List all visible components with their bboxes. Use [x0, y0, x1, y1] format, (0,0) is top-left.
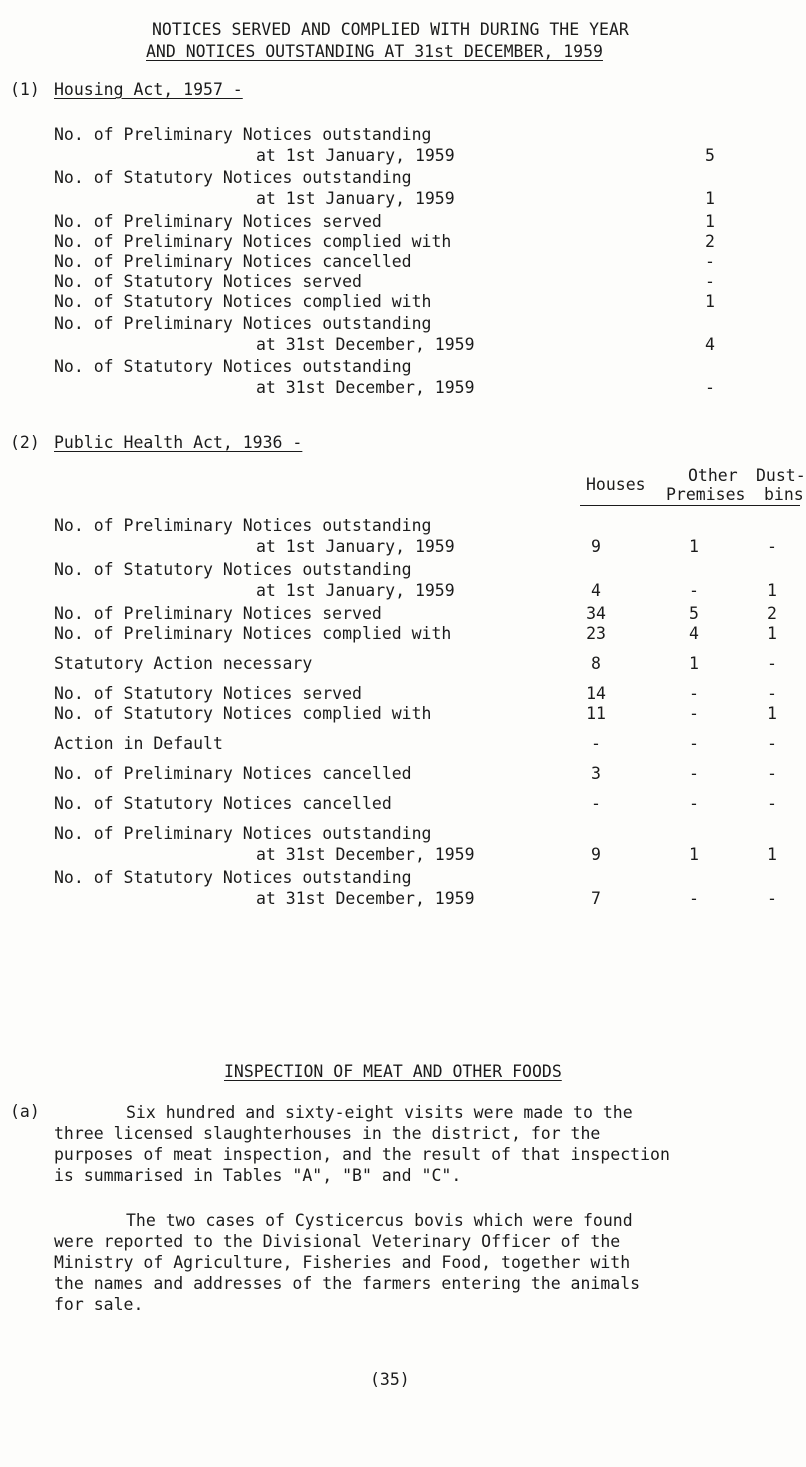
housing-row-label-cont: at 31st December, 1959 [256, 378, 475, 397]
housing-row-label: No. of Preliminary Notices outstanding [54, 125, 432, 144]
ph-row-label: Action in Default [54, 734, 223, 753]
ph-value-other-premises: - [689, 684, 699, 703]
para-b-line: The two cases of Cysticercus bovis which were found [126, 1211, 633, 1230]
ph-value-houses: 34 [586, 604, 606, 623]
para-b-line: Ministry of Agriculture, Fisheries and Food, together with [54, 1253, 631, 1272]
ph-row-label: Statutory Action necessary [54, 654, 313, 673]
ph-value-other-premises: 1 [689, 537, 699, 556]
para-b-line: the names and addresses of the farmers entering the animals [54, 1274, 641, 1293]
para-a-line: is summarised in Tables "A", "B" and "C". [54, 1166, 462, 1185]
ph-value-other-premises: - [689, 889, 699, 908]
housing-row-value: - [705, 378, 715, 397]
col-header-underline [580, 505, 800, 506]
para-a-line: Six hundred and sixty-eight visits were made to the [126, 1103, 633, 1122]
ph-row-label-cont: at 1st January, 1959 [256, 537, 455, 556]
ph-row-label-cont: at 31st December, 1959 [256, 845, 475, 864]
housing-row-label: No. of Preliminary Notices complied with [54, 232, 452, 251]
col-header-bins: bins [764, 485, 804, 504]
ph-value-dustbins: - [767, 734, 777, 753]
ph-row-label: No. of Statutory Notices outstanding [54, 560, 412, 579]
ph-value-other-premises: - [689, 704, 699, 723]
ph-value-dustbins: - [767, 764, 777, 783]
ph-value-other-premises: - [689, 734, 699, 753]
ph-value-houses: 7 [591, 889, 601, 908]
housing-row-label: No. of Preliminary Notices outstanding [54, 314, 432, 333]
page-number: (35) [370, 1370, 410, 1389]
ph-value-houses: 14 [586, 684, 606, 703]
ph-row-label-cont: at 1st January, 1959 [256, 581, 455, 600]
ph-row-label: No. of Preliminary Notices served [54, 604, 382, 623]
ph-row-label-cont: at 31st December, 1959 [256, 889, 475, 908]
col-header-premises: Premises [666, 485, 746, 504]
housing-row-label: No. of Preliminary Notices served [54, 212, 382, 231]
ph-value-dustbins: - [767, 654, 777, 673]
col-header-other: Other [688, 466, 738, 485]
ph-value-dustbins: 1 [767, 581, 777, 600]
housing-row-value: - [705, 272, 715, 291]
ph-value-other-premises: - [689, 794, 699, 813]
ph-value-other-premises: 1 [689, 654, 699, 673]
housing-row-label: No. of Statutory Notices complied with [54, 292, 432, 311]
housing-row-label-cont: at 1st January, 1959 [256, 146, 455, 165]
housing-row-value: 2 [705, 232, 715, 251]
ph-row-label: No. of Statutory Notices served [54, 684, 362, 703]
housing-row-label: No. of Statutory Notices served [54, 272, 362, 291]
para-b-line: were reported to the Divisional Veterinary Officer of the [54, 1232, 621, 1251]
para-b-line: for sale. [54, 1295, 144, 1314]
ph-value-houses: 9 [591, 845, 601, 864]
housing-row-label: No. of Statutory Notices outstanding [54, 168, 412, 187]
ph-value-other-premises: 5 [689, 604, 699, 623]
ph-row-label: No. of Preliminary Notices cancelled [54, 764, 412, 783]
ph-value-dustbins: - [767, 684, 777, 703]
housing-row-value: 1 [705, 212, 715, 231]
ph-value-houses: 11 [586, 704, 606, 723]
ph-value-dustbins: - [767, 889, 777, 908]
ph-row-label: No. of Statutory Notices complied with [54, 704, 432, 723]
ph-row-label: No. of Statutory Notices cancelled [54, 794, 392, 813]
housing-row-label-cont: at 1st January, 1959 [256, 189, 455, 208]
title-line-2: AND NOTICES OUTSTANDING AT 31st DECEMBER, 1959 [146, 42, 603, 61]
ph-value-dustbins: - [767, 537, 777, 556]
housing-row-value: 1 [705, 189, 715, 208]
section-2-heading: Public Health Act, 1936 - [54, 433, 303, 452]
para-a-line: purposes of meat inspection, and the result of that inspection [54, 1145, 670, 1164]
housing-row-value: 4 [705, 335, 715, 354]
housing-row-label-cont: at 31st December, 1959 [256, 335, 475, 354]
para-a-line: three licensed slaughterhouses in the district, for the [54, 1124, 601, 1143]
ph-row-label: No. of Preliminary Notices complied with [54, 624, 452, 643]
col-header-dust: Dust- [756, 466, 806, 485]
title-line-1: NOTICES SERVED AND COMPLIED WITH DURING THE YEAR [152, 20, 629, 39]
ph-row-label: No. of Preliminary Notices outstanding [54, 516, 432, 535]
ph-value-houses: 9 [591, 537, 601, 556]
ph-value-dustbins: 1 [767, 624, 777, 643]
ph-value-dustbins: 1 [767, 704, 777, 723]
ph-value-dustbins: 1 [767, 845, 777, 864]
ph-value-houses: 23 [586, 624, 606, 643]
ph-row-label: No. of Statutory Notices outstanding [54, 868, 412, 887]
ph-value-other-premises: - [689, 581, 699, 600]
ph-value-dustbins: - [767, 794, 777, 813]
ph-value-houses: - [591, 734, 601, 753]
housing-row-value: 1 [705, 292, 715, 311]
section-1-heading: Housing Act, 1957 - [54, 80, 243, 99]
para-a-label: (a) [10, 1102, 40, 1121]
ph-value-houses: 8 [591, 654, 601, 673]
ph-value-other-premises: 1 [689, 845, 699, 864]
ph-row-label: No. of Preliminary Notices outstanding [54, 824, 432, 843]
col-header-houses: Houses [586, 475, 646, 494]
housing-row-value: - [705, 252, 715, 271]
section-2-number: (2) [10, 433, 40, 452]
ph-value-houses: 3 [591, 764, 601, 783]
ph-value-houses: 4 [591, 581, 601, 600]
inspection-heading: INSPECTION OF MEAT AND OTHER FOODS [224, 1062, 562, 1081]
ph-value-other-premises: 4 [689, 624, 699, 643]
ph-value-houses: - [591, 794, 601, 813]
housing-row-value: 5 [705, 146, 715, 165]
section-1-number: (1) [10, 80, 40, 99]
ph-value-dustbins: 2 [767, 604, 777, 623]
housing-row-label: No. of Preliminary Notices cancelled [54, 252, 412, 271]
housing-row-label: No. of Statutory Notices outstanding [54, 357, 412, 376]
ph-value-other-premises: - [689, 764, 699, 783]
